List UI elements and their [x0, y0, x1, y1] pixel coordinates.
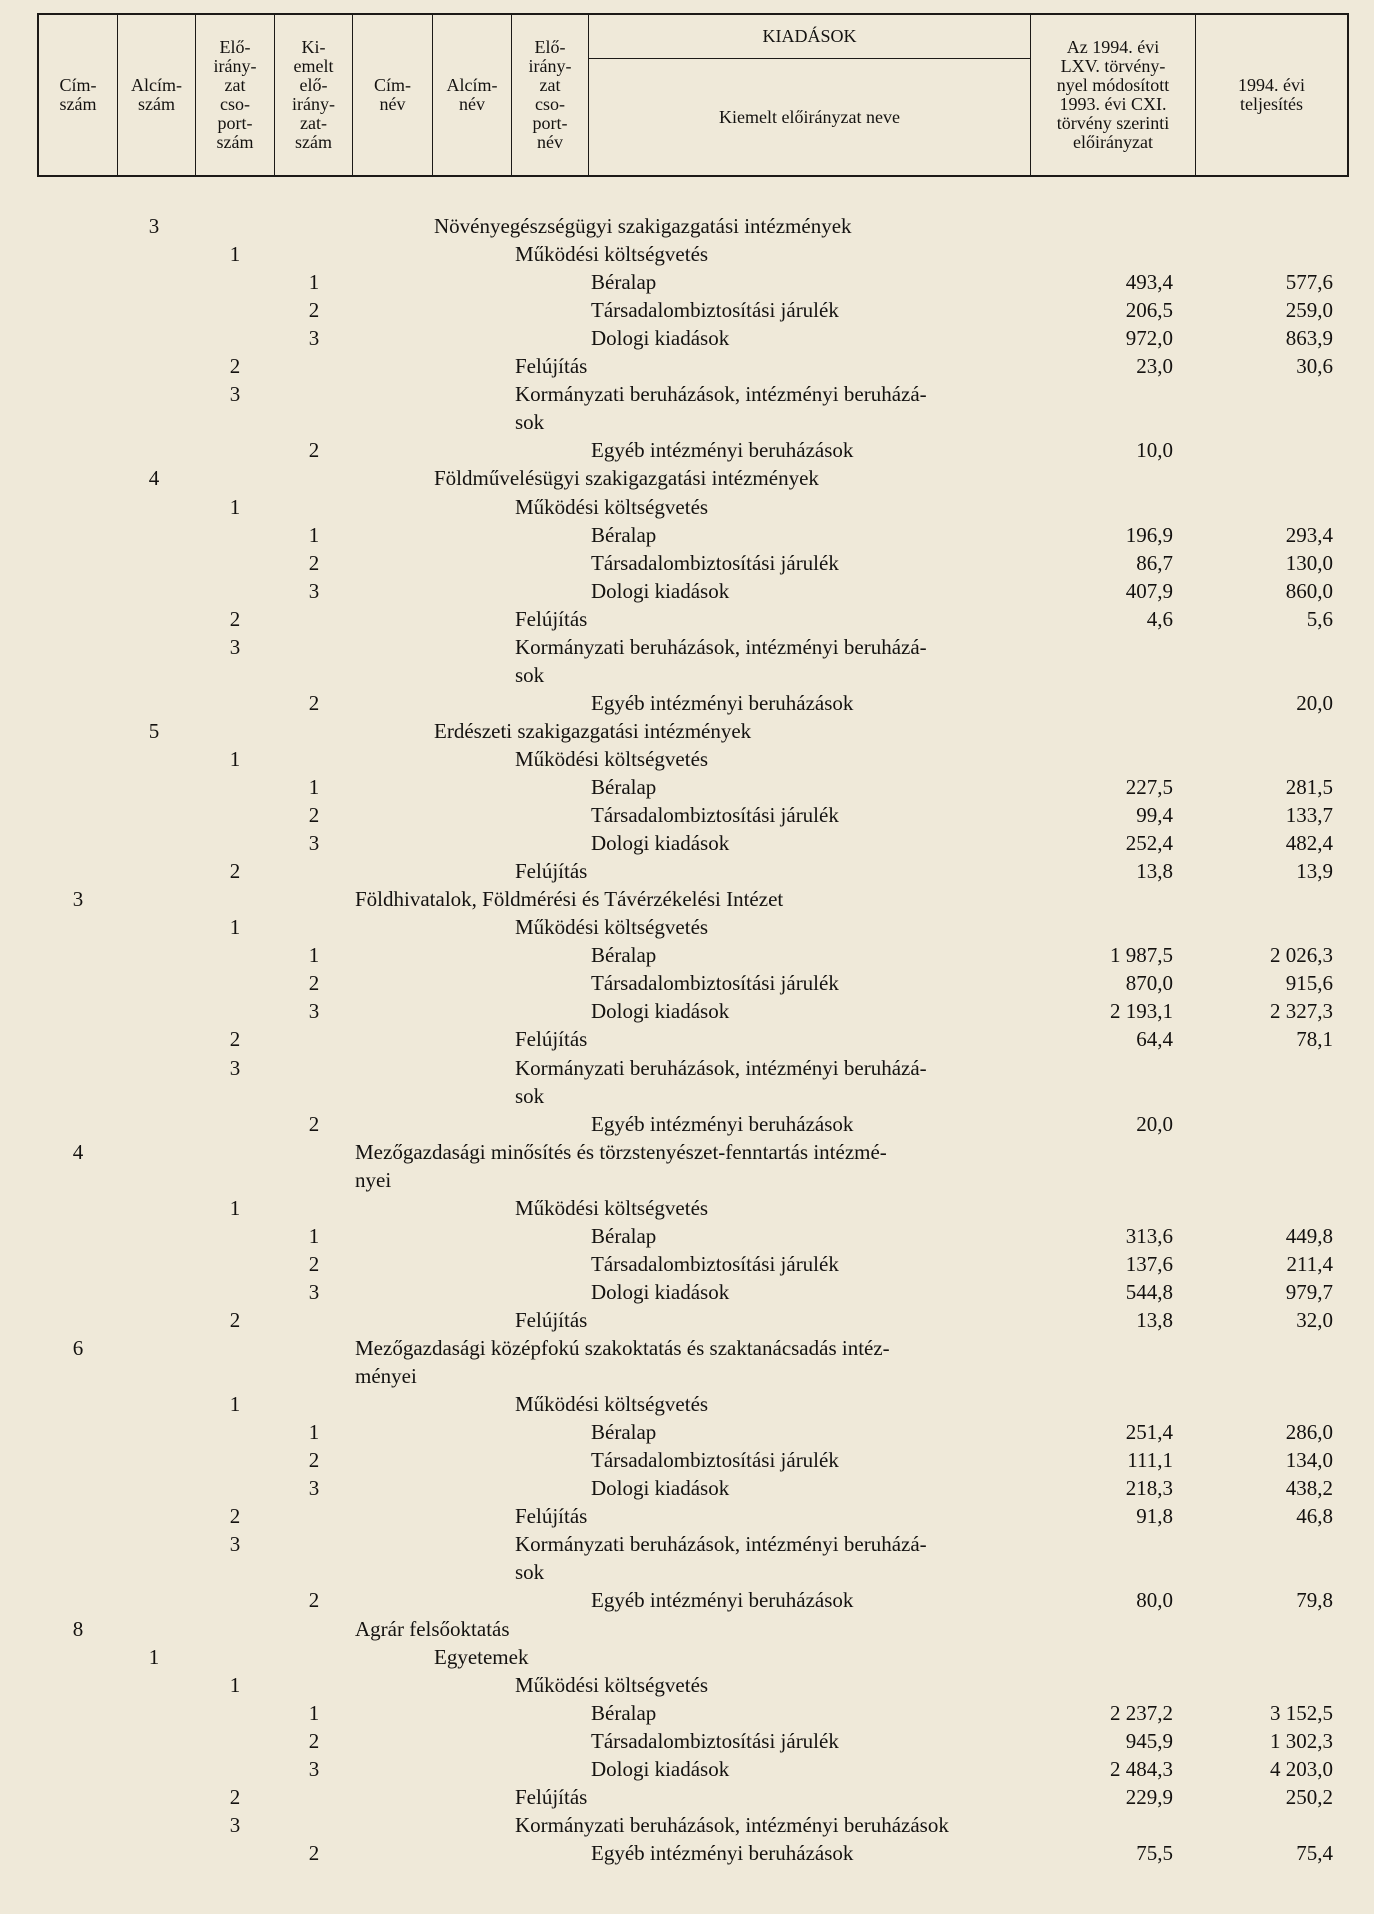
row-name: Működési költségvetés: [515, 242, 709, 267]
table-row: [0, 941, 1374, 969]
table-row: [0, 1615, 1374, 1643]
row-actual-value: 286,0: [1285, 1420, 1333, 1445]
row-code: 2: [229, 1784, 241, 1809]
row-plan-value: 945,9: [1125, 1728, 1173, 1753]
row-name: Felújítás: [515, 606, 588, 631]
row-name: Béralap: [591, 1223, 657, 1248]
header-cimnev: Cím- név: [353, 15, 433, 175]
row-code: 1: [148, 1644, 160, 1669]
row-plan-value: 75,5: [1136, 1840, 1173, 1865]
row-actual-value: 20,0: [1296, 690, 1333, 715]
row-code: 2: [308, 1728, 320, 1753]
table-row: [0, 1390, 1374, 1418]
table-row: [0, 380, 1374, 408]
header-alcimnev: Alcím- név: [433, 15, 512, 175]
row-code: 3: [308, 831, 320, 856]
row-code: 3: [308, 999, 320, 1024]
row-name: Növényegészségügyi szakigazgatási intézmények: [434, 214, 852, 238]
header-kiemelt-eloiranyzat-neve: Kiemelt előirányzat neve: [719, 106, 900, 127]
row-code: 2: [308, 1251, 320, 1276]
row-code: 3: [308, 1756, 320, 1781]
row-actual-value: 482,4: [1285, 831, 1333, 856]
table-row: [0, 1082, 1374, 1110]
row-name: Kormányzati beruházások, intézményi beruházá-: [515, 634, 927, 659]
row-name: Dologi kiadások: [591, 1756, 730, 1781]
row-code: 3: [229, 634, 241, 659]
row-name: Mezőgazdasági minősítés és törzstenyészet-fenntartás intézmé-: [355, 1139, 887, 1164]
row-plan-value: 196,9: [1125, 522, 1173, 547]
row-name: Egyéb intézményi beruházások: [591, 690, 854, 715]
row-name: Kormányzati beruházások, intézményi beruházá-: [515, 1532, 927, 1557]
table-row: [0, 1362, 1374, 1390]
row-code: 1: [308, 775, 320, 799]
row-code: 4: [148, 466, 160, 491]
table-row: [0, 997, 1374, 1025]
row-code: 3: [72, 887, 84, 912]
table-row: [0, 689, 1374, 717]
row-plan-value: 206,5: [1125, 298, 1173, 323]
row-name: Működési költségvetés: [515, 494, 709, 519]
row-plan-value: 229,9: [1125, 1784, 1173, 1809]
row-name: sok: [515, 410, 545, 435]
row-actual-value: 259,0: [1285, 298, 1333, 323]
row-code: 2: [308, 298, 320, 323]
table-row: [0, 296, 1374, 324]
row-code: 1: [308, 1700, 320, 1725]
row-plan-value: 64,4: [1136, 1027, 1173, 1052]
row-code: 2: [229, 1027, 241, 1052]
row-actual-value: 449,8: [1285, 1223, 1333, 1248]
header-eloiranyzat-csoportnev: Elő- irány- zat cso- port- név: [512, 15, 589, 175]
table-row: [0, 1755, 1374, 1783]
row-name: Béralap: [591, 943, 657, 968]
table-row: [0, 1502, 1374, 1530]
row-code: 1: [229, 242, 241, 267]
row-code: 3: [308, 578, 320, 603]
row-name: Agrár felsőoktatás: [355, 1616, 510, 1641]
row-actual-value: 250,2: [1285, 1784, 1333, 1809]
row-name: Béralap: [591, 775, 657, 799]
row-code: 2: [229, 354, 241, 379]
row-plan-value: 2 193,1: [1110, 999, 1173, 1024]
row-name: nyei: [355, 1167, 392, 1192]
row-code: 1: [229, 746, 241, 771]
row-code: 2: [308, 1111, 320, 1136]
row-plan-value: 313,6: [1125, 1223, 1173, 1248]
table-row: [0, 1811, 1374, 1839]
table-row: [0, 1727, 1374, 1755]
row-plan-value: 2 237,2: [1110, 1700, 1173, 1725]
row-code: 8: [72, 1616, 84, 1641]
row-name: Felújítás: [515, 354, 588, 379]
table-row: [0, 1558, 1374, 1586]
row-name: Működési költségvetés: [515, 915, 709, 940]
table-row: [0, 801, 1374, 829]
row-code: 3: [229, 382, 241, 407]
row-actual-value: 130,0: [1285, 550, 1333, 575]
row-name: Egyéb intézményi beruházások: [591, 1111, 854, 1136]
row-code: 2: [308, 971, 320, 996]
table-row: [0, 549, 1374, 577]
table-row: [0, 1222, 1374, 1250]
row-code: 2: [229, 1504, 241, 1529]
row-name: Kormányzati beruházások, intézményi beruházá-: [515, 1055, 927, 1080]
row-code: 1: [229, 494, 241, 519]
row-actual-value: 915,6: [1285, 971, 1333, 996]
row-code: 2: [308, 550, 320, 575]
row-name: Felújítás: [515, 1784, 588, 1809]
table-row: [0, 1671, 1374, 1699]
row-name: Dologi kiadások: [591, 1476, 730, 1501]
table-row: [0, 464, 1374, 492]
row-code: 3: [229, 1055, 241, 1080]
row-plan-value: 544,8: [1125, 1279, 1173, 1304]
row-code: 2: [308, 1448, 320, 1473]
row-actual-value: 281,5: [1285, 775, 1333, 799]
row-code: 2: [229, 859, 241, 884]
row-code: 1: [229, 1392, 241, 1417]
row-name: Társadalombiztosítási járulék: [591, 298, 839, 323]
row-code: 2: [308, 803, 320, 828]
table-row: [0, 773, 1374, 801]
table-row: [0, 633, 1374, 661]
table-row: [0, 324, 1374, 352]
row-code: 5: [148, 718, 160, 743]
row-actual-value: 1 302,3: [1270, 1728, 1333, 1753]
row-code: 6: [72, 1336, 84, 1360]
table-row: [0, 1250, 1374, 1278]
row-name: Működési költségvetés: [515, 746, 709, 771]
row-code: 2: [308, 690, 320, 715]
table-row: [0, 857, 1374, 885]
row-plan-value: 2 484,3: [1110, 1756, 1173, 1781]
table-row: [0, 1054, 1374, 1082]
row-plan-value: 4,6: [1146, 606, 1173, 631]
row-actual-value: 3 152,5: [1270, 1700, 1333, 1725]
table-row: [0, 885, 1374, 913]
row-name: ményei: [355, 1364, 417, 1389]
row-name: sok: [515, 662, 545, 687]
row-plan-value: 493,4: [1125, 270, 1173, 295]
row-actual-value: 13,9: [1296, 859, 1333, 884]
row-name: Társadalombiztosítási járulék: [591, 971, 839, 996]
row-code: 2: [229, 1307, 241, 1332]
row-name: Társadalombiztosítási járulék: [591, 1448, 839, 1473]
row-plan-value: 20,0: [1136, 1111, 1173, 1136]
row-name: Dologi kiadások: [591, 326, 730, 351]
table-row: [0, 268, 1374, 296]
row-actual-value: 2 327,3: [1270, 999, 1333, 1024]
row-actual-value: 979,7: [1285, 1279, 1333, 1304]
table-row: [0, 1306, 1374, 1334]
row-code: 3: [148, 214, 160, 238]
row-name: Működési költségvetés: [515, 1672, 709, 1697]
row-code: 4: [72, 1139, 84, 1164]
row-name: Béralap: [591, 1420, 657, 1445]
row-name: sok: [515, 1560, 545, 1585]
table-row: [0, 1025, 1374, 1053]
table-row: [0, 1166, 1374, 1194]
header-kiadasok: KIADÁSOK: [589, 15, 1030, 59]
row-actual-value: 133,7: [1285, 803, 1333, 828]
row-plan-value: 91,8: [1136, 1504, 1173, 1529]
row-name: Felújítás: [515, 1027, 588, 1052]
row-code: 3: [229, 1532, 241, 1557]
table-row: [0, 745, 1374, 773]
row-name: Társadalombiztosítási járulék: [591, 803, 839, 828]
row-code: 1: [229, 915, 241, 940]
row-plan-value: 251,4: [1125, 1420, 1173, 1445]
row-code: 1: [229, 1672, 241, 1697]
row-name: Béralap: [591, 522, 657, 547]
row-code: 1: [308, 522, 320, 547]
row-name: Társadalombiztosítási járulék: [591, 550, 839, 575]
table-row: [0, 521, 1374, 549]
table-row: [0, 493, 1374, 521]
row-plan-value: 13,8: [1136, 1307, 1173, 1332]
row-plan-value: 10,0: [1136, 438, 1173, 463]
row-name: Földhivatalok, Földmérési és Távérzékelési Intézet: [355, 887, 784, 912]
row-actual-value: 5,6: [1306, 606, 1333, 631]
row-name: Dologi kiadások: [591, 831, 730, 856]
row-actual-value: 860,0: [1285, 578, 1333, 603]
table-row: [0, 436, 1374, 464]
header-cimszam: Cím- szám: [39, 15, 118, 175]
header-eloiranyzat-1993: Az 1994. évi LXV. törvény- nyel módosított 1993. évi CXI. törvény szerinti előirányzat: [1031, 15, 1196, 175]
row-actual-value: 78,1: [1296, 1027, 1333, 1052]
row-name: Működési költségvetés: [515, 1195, 709, 1220]
row-plan-value: 870,0: [1125, 971, 1173, 996]
row-name: Felújítás: [515, 859, 588, 884]
row-code: 3: [308, 1476, 320, 1501]
row-name: Működési költségvetés: [515, 1392, 709, 1417]
header-kiemelt-eloiranyzatszam: Ki- emelt elő- irány- zat- szám: [275, 15, 353, 175]
table-row: [0, 605, 1374, 633]
table-row: [0, 1474, 1374, 1502]
table-row: [0, 352, 1374, 380]
row-name: Béralap: [591, 270, 657, 295]
row-plan-value: 252,4: [1125, 831, 1173, 856]
row-actual-value: 863,9: [1285, 326, 1333, 351]
header-kiadasok-group: [589, 15, 1031, 175]
row-plan-value: 111,1: [1127, 1448, 1173, 1473]
row-actual-value: 75,4: [1296, 1840, 1333, 1865]
row-name: Dologi kiadások: [591, 1279, 730, 1304]
table-row: [0, 1446, 1374, 1474]
row-code: 3: [308, 326, 320, 351]
row-actual-value: 211,4: [1286, 1251, 1333, 1276]
row-name: Dologi kiadások: [591, 578, 730, 603]
row-code: 2: [308, 1588, 320, 1613]
row-name: Felújítás: [515, 1504, 588, 1529]
table-row: [0, 577, 1374, 605]
row-code: 1: [308, 943, 320, 968]
row-plan-value: 227,5: [1125, 775, 1173, 799]
table-row: [0, 913, 1374, 941]
row-code: 2: [308, 438, 320, 463]
row-code: 2: [229, 606, 241, 631]
row-actual-value: 4 203,0: [1270, 1756, 1333, 1781]
row-name: Egyéb intézményi beruházások: [591, 1840, 854, 1865]
row-plan-value: 407,9: [1125, 578, 1173, 603]
table-row: [0, 969, 1374, 997]
row-actual-value: 30,6: [1296, 354, 1333, 379]
row-name: Társadalombiztosítási járulék: [591, 1251, 839, 1276]
table-row: [0, 1699, 1374, 1727]
row-code: 3: [229, 1812, 241, 1837]
row-plan-value: 137,6: [1125, 1251, 1173, 1276]
table-row: [0, 1530, 1374, 1558]
row-plan-value: 86,7: [1136, 550, 1173, 575]
row-plan-value: 23,0: [1136, 354, 1173, 379]
row-code: 1: [308, 1223, 320, 1248]
row-name: Kormányzati beruházások, intézményi beruházások: [515, 1812, 949, 1837]
row-actual-value: 438,2: [1285, 1476, 1333, 1501]
table-row: [0, 240, 1374, 268]
row-actual-value: 577,6: [1285, 270, 1333, 295]
row-plan-value: 1 987,5: [1110, 943, 1173, 968]
row-name: Béralap: [591, 1700, 657, 1725]
row-code: 1: [229, 1195, 241, 1220]
row-code: 3: [308, 1279, 320, 1304]
row-plan-value: 99,4: [1136, 803, 1173, 828]
table-row: [0, 1643, 1374, 1671]
row-name: sok: [515, 1083, 545, 1108]
table-row: [0, 1418, 1374, 1446]
row-code: 1: [308, 1420, 320, 1445]
row-actual-value: 293,4: [1285, 522, 1333, 547]
row-plan-value: 972,0: [1125, 326, 1173, 351]
table-row: [0, 829, 1374, 857]
table-row: [0, 1839, 1374, 1867]
row-actual-value: 46,8: [1296, 1504, 1333, 1529]
table-row: [0, 1194, 1374, 1222]
row-code: 2: [308, 1840, 320, 1865]
header-teljesites-1994: 1994. évi teljesítés: [1238, 75, 1305, 114]
row-name: Erdészeti szakigazgatási intézmények: [434, 718, 752, 743]
row-code: 1: [308, 270, 320, 295]
table-row: [0, 1334, 1374, 1362]
row-actual-value: 2 026,3: [1270, 943, 1333, 968]
row-name: Dologi kiadások: [591, 999, 730, 1024]
row-name: Kormányzati beruházások, intézményi beruházá-: [515, 382, 927, 407]
row-plan-value: 218,3: [1125, 1476, 1173, 1501]
row-name: Egyéb intézményi beruházások: [591, 438, 854, 463]
row-name: Földművelésügyi szakigazgatási intézmények: [434, 466, 819, 491]
header-eloiranyzat-csoportszam: Elő- irány- zat cso- port- szám: [196, 15, 275, 175]
row-actual-value: 32,0: [1296, 1307, 1333, 1332]
header-alcimszam: Alcím- szám: [118, 15, 196, 175]
table-row: [0, 1783, 1374, 1811]
table-row: [0, 717, 1374, 745]
table-header: [37, 13, 1349, 177]
table-row: [0, 1138, 1374, 1166]
row-name: Egyéb intézményi beruházások: [591, 1588, 854, 1613]
row-name: Egyetemek: [434, 1644, 529, 1669]
table-row: [0, 1110, 1374, 1138]
row-name: Mezőgazdasági középfokú szakoktatás és szaktanácsadás intéz-: [355, 1336, 890, 1360]
table-row: [0, 212, 1374, 240]
row-plan-value: 13,8: [1136, 859, 1173, 884]
table-row: [0, 1586, 1374, 1614]
row-actual-value: 79,8: [1296, 1588, 1333, 1613]
row-actual-value: 134,0: [1285, 1448, 1333, 1473]
table-row: [0, 1278, 1374, 1306]
row-name: Társadalombiztosítási járulék: [591, 1728, 839, 1753]
table-row: [0, 661, 1374, 689]
row-plan-value: 80,0: [1136, 1588, 1173, 1613]
table-row: [0, 408, 1374, 436]
row-name: Felújítás: [515, 1307, 588, 1332]
